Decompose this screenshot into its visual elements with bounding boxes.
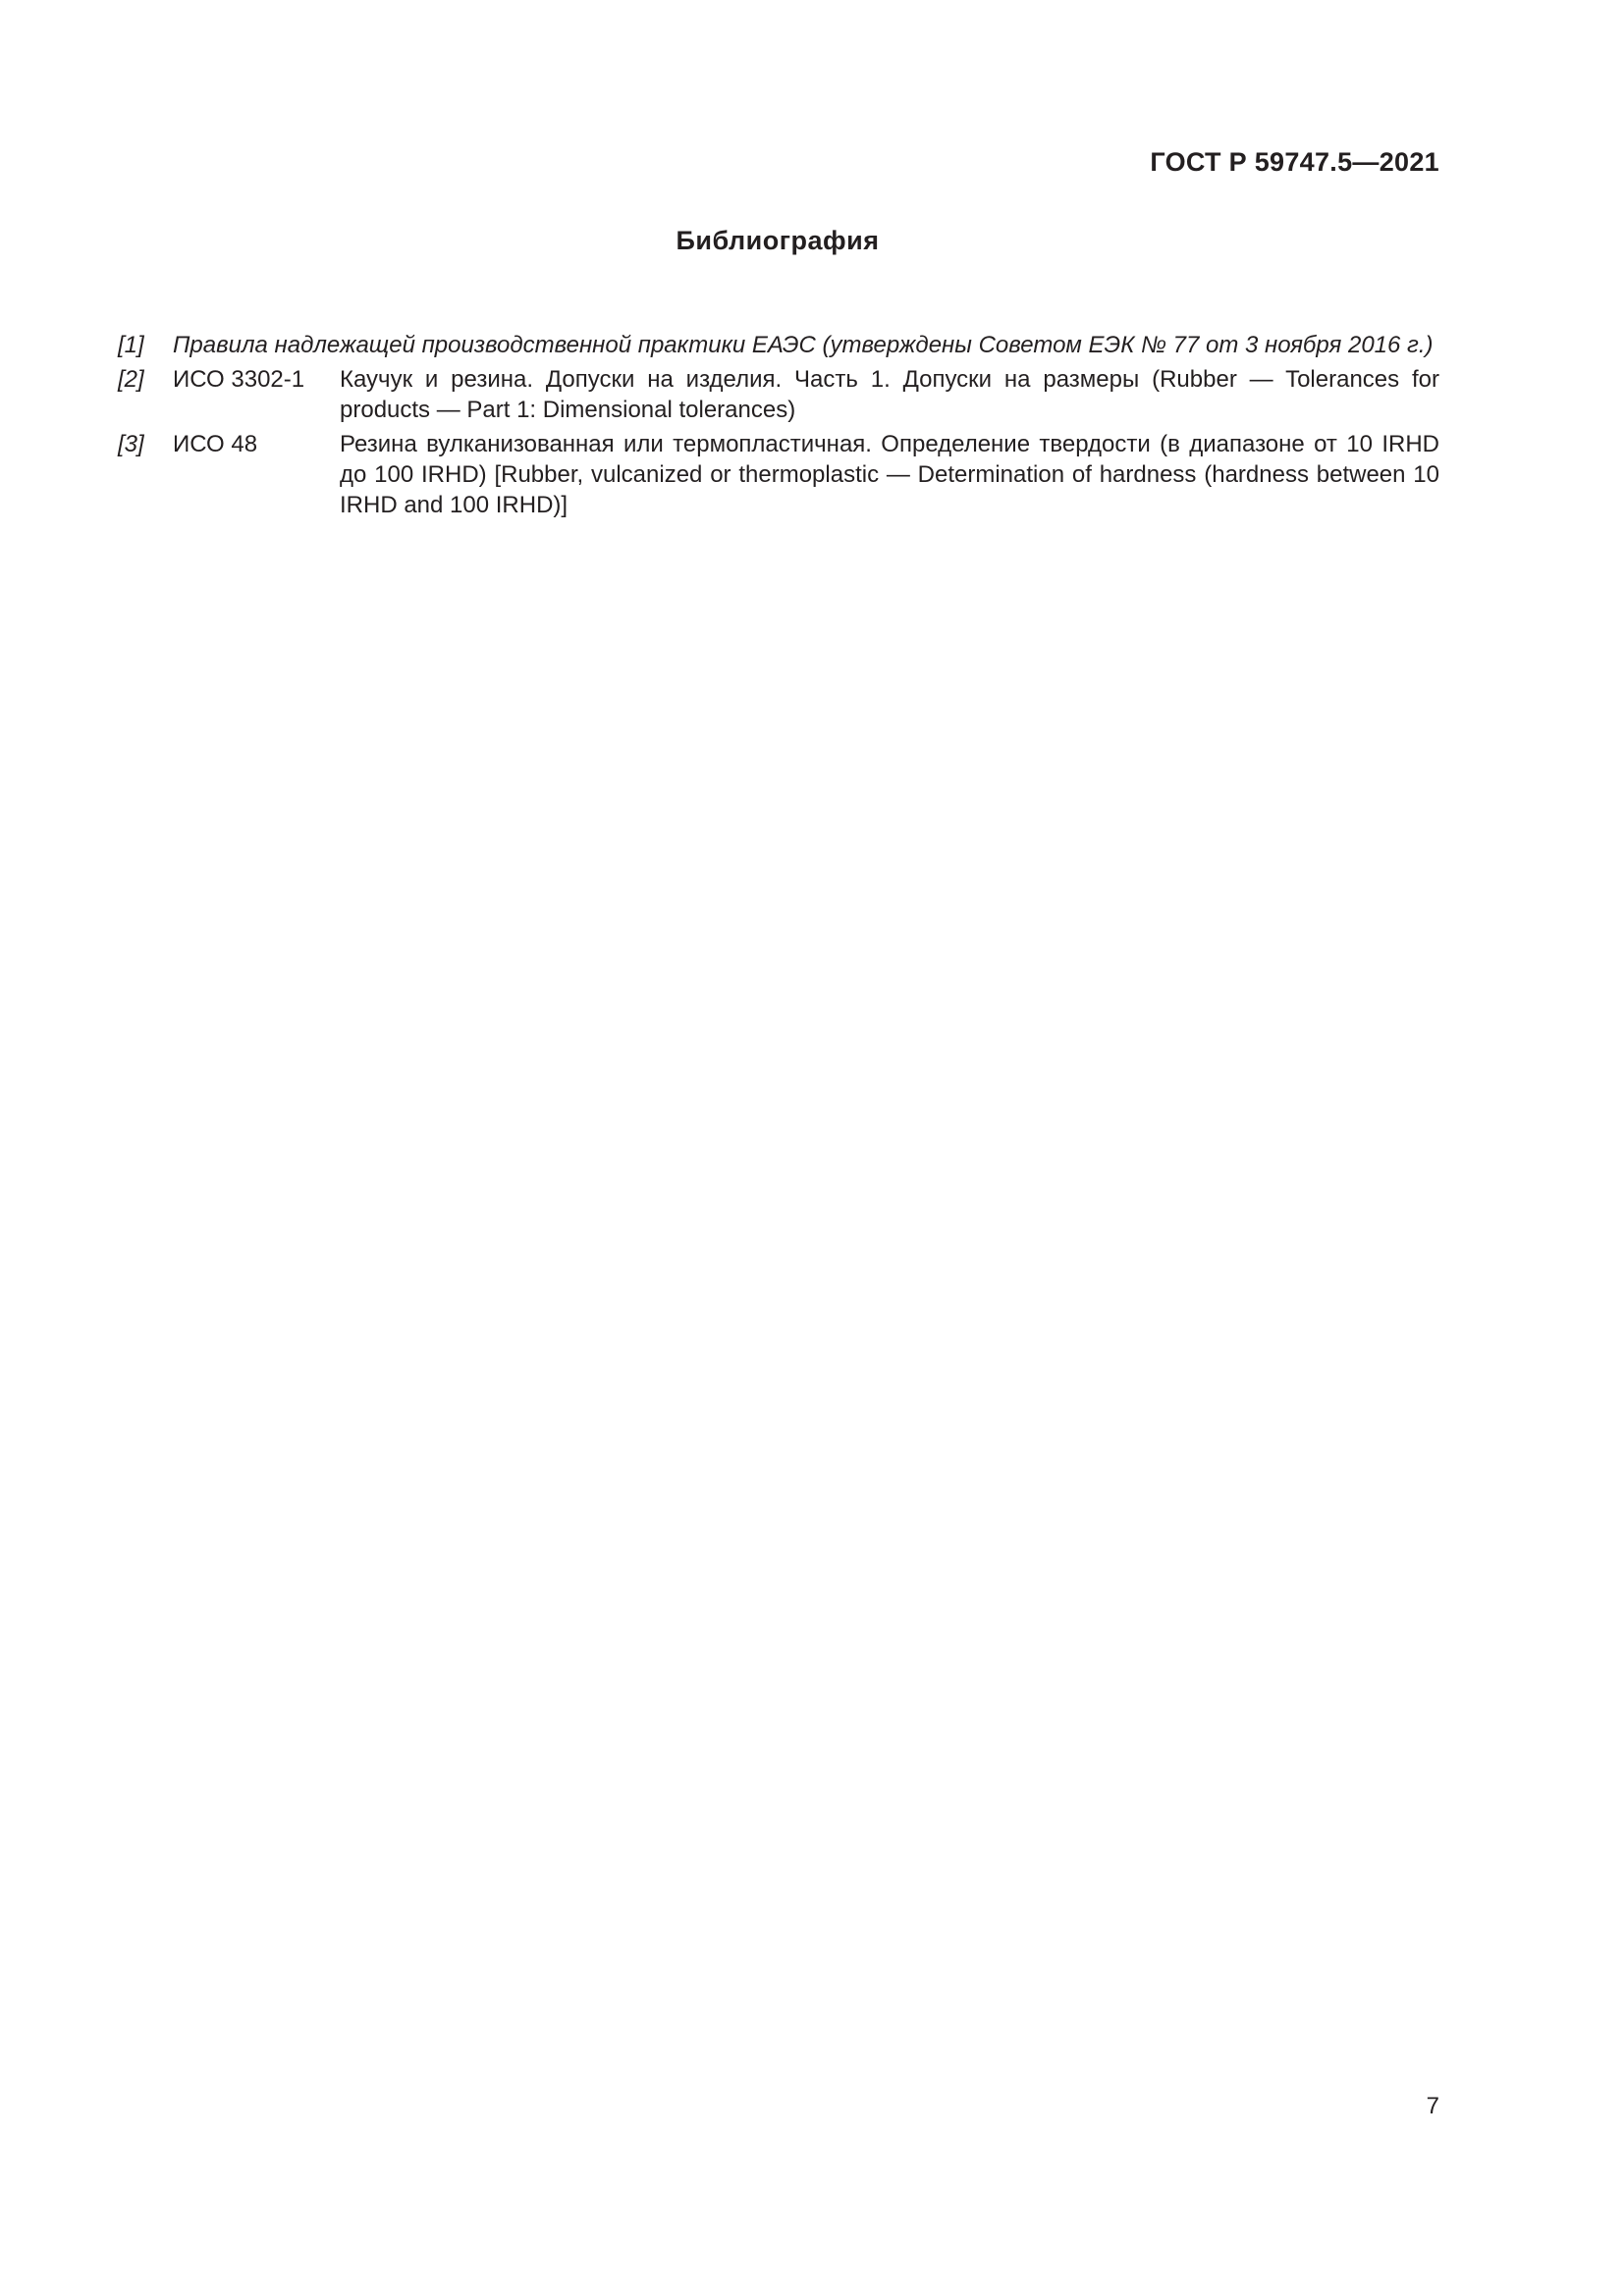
bibliography-list — [118, 330, 1439, 524]
bibliography-entry-code: ИСО 3302-1 — [173, 366, 305, 393]
bibliography-entry-text: Резина вулканизованная или термопластичная. Определение твердости (в диапазоне от 10 IRHD до 100 IRHD) [Rubber, vulcanized or thermoplastic — Determination of hardness (hardness between 10 IRHD and 100 IRHD)] — [340, 431, 1439, 518]
bibliography-entry-number: [1] — [118, 332, 144, 358]
bibliography-entry-code: ИСО 48 — [173, 431, 258, 457]
bibliography-entry-text: Каучук и резина. Допуски на изделия. Часть 1. Допуски на размеры (Rubber — Tolerances for products — Part 1: Dimensional tolerances) — [340, 366, 1439, 423]
bibliography-entry — [118, 364, 1439, 425]
page-number: 7 — [1426, 2093, 1439, 2119]
section-title: Библиография — [676, 226, 880, 255]
document-code: ГОСТ Р 59747.5—2021 — [1150, 147, 1439, 177]
bibliography-entry — [118, 429, 1439, 520]
bibliography-entry-number: [2] — [118, 366, 144, 393]
bibliography-entry-text: Правила надлежащей производственной практики ЕАЭС (утверждены Советом ЕЭК № 77 от 3 ноября 2016 г.) — [173, 332, 1434, 358]
bibliography-entry-number: [3] — [118, 431, 144, 457]
bibliography-entry — [118, 330, 1439, 360]
